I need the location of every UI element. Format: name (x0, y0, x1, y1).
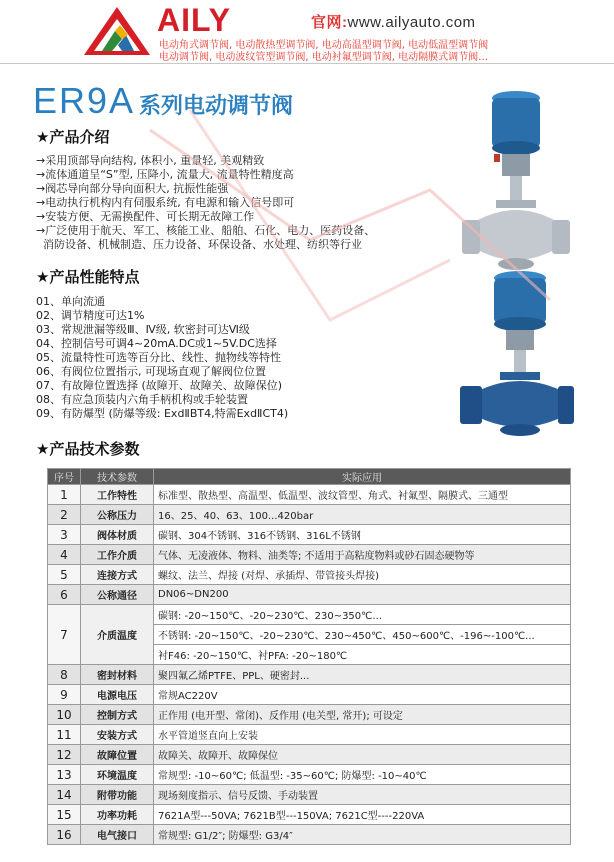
row-param: 附带功能 (81, 785, 154, 805)
list-item: →电动执行机构内有伺服系统, 有电源和输入信号即可 (36, 196, 295, 209)
row-param: 公称压力 (81, 505, 154, 525)
list-item: →采用顶部导向结构, 体积小, 重量轻, 美观精致 (36, 154, 265, 167)
page-title (33, 80, 293, 122)
row-param: 电源电压 (81, 685, 154, 705)
row-number: 14 (48, 785, 81, 805)
row-value: 7621A型---50VA; 7621B型---150VA; 7621C型----220VA (154, 805, 571, 825)
row-value: 标准型、散热型、高温型、低温型、波纹管型、角式、衬氟型、隔膜式、三通型 (154, 485, 571, 505)
row-param: 安装方式 (81, 725, 154, 745)
table-row (48, 525, 571, 545)
row-number: 2 (48, 505, 81, 525)
spec-table (47, 468, 571, 845)
header-no: 序号 (48, 469, 81, 485)
row-param: 控制方式 (81, 705, 154, 725)
row-param: 连接方式 (81, 565, 154, 585)
row-number: 15 (48, 805, 81, 825)
header (0, 0, 614, 63)
list-item: 06、有阀位位置指示, 可现场直观了解阀位位置 (36, 365, 266, 378)
product-line-1: 电动角式调节阀, 电动散热型调节阀, 电动高温型调节阀, 电动低温型调节阀 (159, 40, 489, 51)
list-item: 08、有应急顶装内六角手柄机构或手轮装置 (36, 393, 248, 406)
table-row (48, 505, 571, 525)
title-model: ER9A (33, 80, 136, 121)
row-value: 衬F46: -20~150℃、衬PFA: -20~180℃ (154, 645, 571, 665)
table-header-row (48, 469, 571, 485)
title-text: 系列电动调节阀 (139, 94, 294, 119)
performance-heading: ★产品性能特点 (36, 268, 140, 286)
row-number: 9 (48, 685, 81, 705)
valve-blue-icon (456, 268, 576, 438)
row-param: 电气接口 (81, 825, 154, 845)
row-param: 功率功耗 (81, 805, 154, 825)
row-param: 故障位置 (81, 745, 154, 765)
row-number: 10 (48, 705, 81, 725)
list-item: 消防设备、机械制造、压力设备、环保设备、水处理、纺织等行业 (36, 238, 362, 251)
table-row (48, 745, 571, 765)
table-row (48, 485, 571, 505)
row-value: 常规AC220V (154, 685, 571, 705)
row-number: 4 (48, 545, 81, 565)
table-row (48, 805, 571, 825)
row-value: 正作用 (电开型、常闭)、反作用 (电关型, 常开); 可设定 (154, 705, 571, 725)
row-number: 1 (48, 485, 81, 505)
row-value: 不锈钢: -20~150℃、-20~230℃、230~450℃、450~600℃、-196~-100℃... (154, 625, 571, 645)
row-number: 13 (48, 765, 81, 785)
brand-name: AILY (157, 2, 231, 38)
table-row (48, 665, 571, 685)
valve-stainless-icon (458, 88, 570, 276)
row-value: 现场刻度指示、信号反馈、手动装置 (154, 785, 571, 805)
header-application: 实际应用 (154, 469, 571, 485)
table-row (48, 585, 571, 605)
row-number: 8 (48, 665, 81, 685)
row-value: 气体、无凌液体、物料、油类等; 不适用于高粘度物料或砂石固态硬物等 (154, 545, 571, 565)
list-item: 02、调节精度可达1% (36, 309, 145, 322)
row-value: 16、25、40、63、100...420bar (154, 505, 571, 525)
table-row (48, 605, 571, 625)
row-param: 密封材料 (81, 665, 154, 685)
list-item: 01、单向流通 (36, 295, 105, 308)
row-value: 常规型: -10~60℃; 低温型: -35~60℃; 防爆型: -10~40℃ (154, 765, 571, 785)
row-value: 聚四氟乙烯PTFE、PPL、硬密封... (154, 665, 571, 685)
row-value: 碳钢、304不锈钢、316不锈钢、316L不锈钢 (154, 525, 571, 545)
website-url[interactable]: www.ailyauto.com (347, 14, 476, 31)
row-value: 螺纹、法兰、焊接 (对焊、承插焊、带管接头焊接) (154, 565, 571, 585)
row-number: 11 (48, 725, 81, 745)
row-param: 介质温度 (81, 605, 154, 665)
table-row (48, 705, 571, 725)
table-row (48, 765, 571, 785)
table-row (48, 685, 571, 705)
row-number: 6 (48, 585, 81, 605)
list-item: 04、控制信号可调4~20mA.DC或1~5V.DC选择 (36, 337, 277, 350)
row-value: 故障关、故障开、故障保位 (154, 745, 571, 765)
row-number: 16 (48, 825, 81, 845)
list-item: →流体通道呈“S”型, 压降小, 流量大, 流量特性精度高 (36, 168, 294, 181)
table-row (48, 725, 571, 745)
product-line-2: 电动调节阀, 电动波纹管型调节阀, 电动衬氟型调节阀, 电动隔膜式调节阀… (159, 52, 489, 63)
list-item: 03、常规泄漏等级Ⅲ、Ⅳ级, 软密封可达Ⅵ级 (36, 323, 250, 336)
list-item: →阀芯导向部分导向面积大, 抗振性能强 (36, 182, 229, 195)
list-item: →广泛使用于航天、军工、核能工业、船舶、石化、电力、医药设备、 (36, 224, 376, 237)
tech-heading: ★产品技术参数 (36, 440, 140, 458)
list-item: 07、有故障位置选择 (故障开、故障关、故障保位) (36, 379, 283, 392)
table-row (48, 565, 571, 585)
row-param: 阀体材质 (81, 525, 154, 545)
list-item: 09、有防爆型 (防爆等级: ExdⅡBT4,特需ExdⅡCT4) (36, 407, 289, 420)
table-row (48, 785, 571, 805)
row-number: 7 (48, 605, 81, 665)
table-row (48, 825, 571, 845)
list-item: 05、流量特性可选等百分比、线性、抛物线等特性 (36, 351, 281, 364)
row-param: 公称通径 (81, 585, 154, 605)
aily-logo-icon (82, 5, 152, 57)
table-row (48, 545, 571, 565)
row-param: 工作介质 (81, 545, 154, 565)
row-number: 12 (48, 745, 81, 765)
row-number: 5 (48, 565, 81, 585)
row-value: 碳钢: -20~150℃、-20~230℃、230~350℃... (154, 605, 571, 625)
row-value: 常规型: G1/2″; 防爆型: G3/4″ (154, 825, 571, 845)
row-value: 水平管道竖直向上安装 (154, 725, 571, 745)
intro-heading: ★产品介绍 (36, 128, 110, 146)
website[interactable] (311, 11, 476, 32)
intro-list (36, 154, 375, 252)
list-item: →安装方便、无需换配件、可长期无故障工作 (36, 210, 255, 223)
row-value: DN06~DN200 (154, 585, 571, 605)
row-number: 3 (48, 525, 81, 545)
row-param: 工作特性 (81, 485, 154, 505)
website-label: 官网: (311, 14, 348, 31)
header-param: 技术参数 (81, 469, 154, 485)
row-param: 环境温度 (81, 765, 154, 785)
header-divider (0, 63, 614, 64)
performance-list (36, 295, 288, 421)
